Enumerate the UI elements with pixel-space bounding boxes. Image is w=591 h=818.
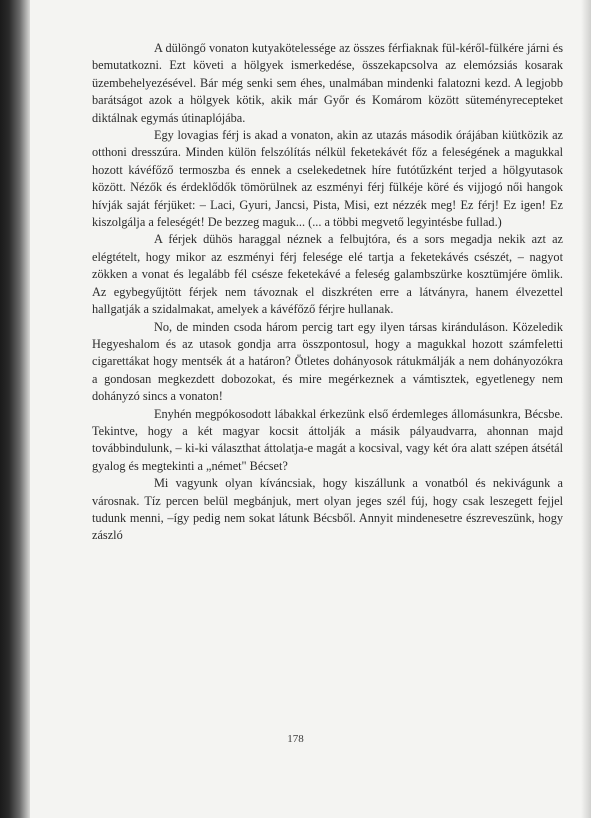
- paragraph: Enyhén megpókosodott lábakkal érkezünk első érdemleges állomásunkra, Bécsbe. Tekintve, hogy a két magyar kocsit áttolják a másik pályaudvarra, ahonnan majd továbbindulunk, – ki-ki választhat áttolatja-e magát a kocsival, vagy két óra alatt szépen átsétál gyalog és megtekinti a „német" Bécset?: [92, 406, 563, 473]
- page-number: 178: [287, 733, 304, 745]
- body-text: [92, 40, 563, 545]
- paragraph: No, de minden csoda három percig tart egy ilyen társas kiránduláson. Közeledik Hegyeshalom és az utasok gondja arra összpontosul, hogy a magukkal hozott számfeletti cigarettákat hogy mentsék át a határon? Ötletes dohányosok rátukmálják a nem dohányozókra a gondosan megkezdett dobozokat, és mire megérkeznek a vámtisztek, egyetlenegy nem dohányzó sincs a vonaton!: [92, 319, 563, 404]
- page-edge: [581, 0, 591, 818]
- paragraph: A férjek dühös haraggal néznek a felbujtóra, és a sors megadja nekik azt az elégtételt, hogy mikor az eszményi férj felesége elé tartja a feketekávés csészét, – nagyot zökken a vonat és legalább fél csésze feketekávé a feleség galambszürke kosztümjére ömlik. Az egybegyűjtött férjek nem távoznak el diszkréten erre a látványra, hanem élvezettel hallgatják a szidalmakat, amelyek a kávéfőző férjre hullanak.: [92, 232, 563, 317]
- paragraph: A dülöngő vonaton kutyakötelessége az összes férfiaknak fül-kéről-fülkére járni és bemutatkozni. Ezt követi a hölgyek ismerkedése, összekapcsolva az elemózsiás kosarak üzembehelyezésével. Bár még senki sem éhes, unalmában mindenki falatozni kezd. A legjobb barátságot azok a hölgyek kötik, akik már Győr és Komárom között süteményrecepteket diktálnak egymás útinaplójába.: [92, 41, 563, 125]
- paragraph: Mi vagyunk olyan kíváncsiak, hogy kiszállunk a vonatból és nekivágunk a városnak. Tíz percen belül megbánjuk, mert olyan jeges szél fúj, hogy csak leszegett fejjel tudunk menni, –így pedig nem sokat látunk Bécsből. Annyit mindenesetre észreveszünk, hogy zászló: [92, 476, 563, 543]
- paragraph: Egy lovagias férj is akad a vonaton, akin az utazás második órájában kiütközik az otthoni dresszúra. Minden külön felszólítás nélkül feketekávét főz a feleségének a magukkal hozott kávéfőző termoszba és ennek a cselekedetnek híre futótűzként terjed a hölgyutasok között. Nézők és érdeklődők tömörülnek az eszményi férj fülkéje köré és vijjogó női hangok hívják saját férjüket: – Laci, Gyuri, Jancsi, Pista, Misi, ezt nézzék meg! Ez férj! Ez igen! Ez kiszolgálja a feleségét! De bezzeg maguk... (... a többi megvető legyintésbe fullad.): [92, 128, 563, 230]
- book-binding-shadow: [0, 0, 30, 818]
